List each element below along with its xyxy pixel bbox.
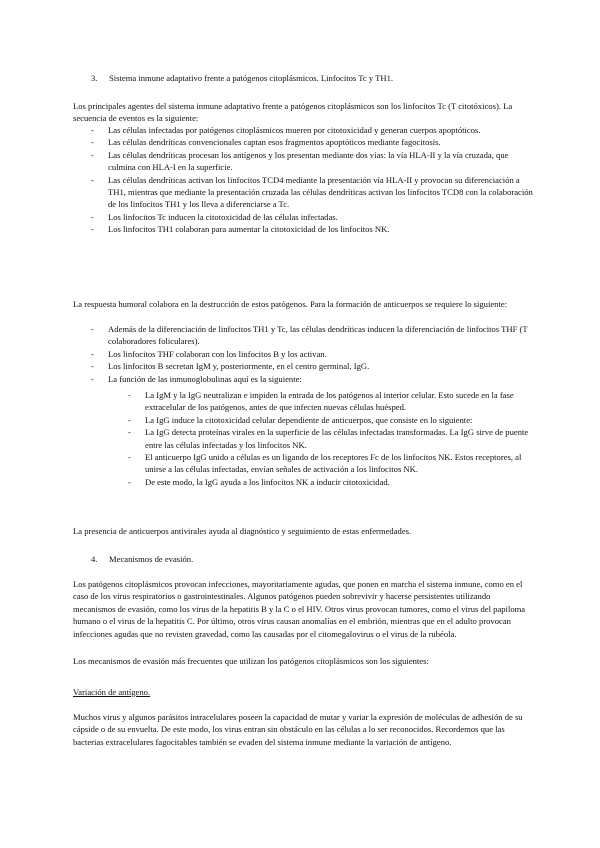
- list-item: - Las células dendríticas convencionales captan esos fragmentos apoptóticos mediante fagocitosis.: [91, 136, 535, 148]
- section-4-title: Mecanismos de evasión.: [109, 554, 194, 564]
- list-item: - Las células dendríticas activan los linfocitos TCD4 mediante la presentación vía HLA-II y provocan su diferenciación a TH1, mientras que mediante la presentación cruzada las células dendríticas activan los linfocitos TCD8 con la colaboración de los linfocitos TH1 y los lleva a diferenciarse a Tc.: [91, 174, 535, 211]
- list-item: - La función de las inmunoglobulinas aquí es la siguiente:: [91, 373, 535, 385]
- section-3-heading: [91, 72, 551, 84]
- section-3-intro: Los principales agentes del sistema inmune adaptativo frente a patógenos citoplásmicos son los linfocitos Tc (T citotóxicos). La secuencia de eventos es la siguiente:: [73, 101, 513, 124]
- section-4-paragraph-1: Los patógenos citoplásmicos provocan infecciones, mayoritariamente agudas, que ponen en marcha el sistema inmune, como en el caso de los virus respiratorios o gastrointestinales. Algunos patógenos pueden sobrevivir y hacerse persistentes utilizando mecanismos de evasión, como los virus de la hepatitis B y la C o el HIV. Otros virus provocan tumores, como el virus del papiloma humano o el virus de la hepatitis C. Por último, otros virus causan anomalías en el embrión, mientras que en el adulto provocan infecciones agudas que no revisten gravedad, como las causadas por el citomegalovirus o el virus de la rubéola.: [73, 579, 526, 639]
- list-item: - La IgM y la IgG neutralizan e impiden la entrada de los patógenos al interior celular. Esto sucede en la fase extracelular de los patógenos, antes de que infecten nuevas células huésped.: [128, 389, 535, 414]
- list-item: - Las células infectadas por patógenos citoplásmicos mueren por citotoxicidad y generan cuerpos apoptóticos.: [91, 124, 535, 136]
- section-3-title: Sistema inmune adaptativo frente a patógenos citoplásmicos. Linfocitos Tc y TH1.: [109, 73, 394, 83]
- list-item: - Los linfocitos B secretan IgM y, posteriormente, en el centro germinal, IgG.: [91, 360, 535, 372]
- humoral-intro: La respuesta humoral colabora en la destrucción de estos patógenos. Para la formación de anticuerpos se requiere lo siguiente:: [73, 299, 508, 309]
- list-item: - Las células dendríticas procesan los antígenos y los presentan mediante dos vías: la vía HLA-II y la vía cruzada, que culmina con HLA-I en la superficie.: [91, 149, 535, 174]
- humoral-list: [91, 323, 535, 385]
- antigen-variation-subheading: Variación de antígeno.: [73, 687, 151, 697]
- list-item: - Además de la diferenciación de linfocitos TH1 y Tc, las células dendríticas inducen la diferenciación de linfocitos THF (T colaboradores foliculares).: [91, 323, 535, 348]
- list-item: - De este modo, la IgG ayuda a los linfocitos NK a inducir citotoxicidad.: [128, 476, 535, 488]
- list-item: - La IgG detecta proteínas virales en la superficie de las células infectadas transformadas. La IgG sirve de puente entre las células infectadas y los linfocitos NK.: [128, 426, 535, 451]
- section-4-paragraph-2: Los mecanismos de evasión más frecuentes que utilizan los patógenos citoplásmicos son los siguientes:: [73, 656, 429, 666]
- section-4-paragraph-3: Muchos virus y algunos parásitos intracelulares poseen la capacidad de mutar y variar la expresión de moléculas de adhesión de su cápside o de su envuelta. De este modo, los virus entran sin obstáculo en las células a lo ser reconocidos. Recordemos que las bacterias extracelulares fagocitables también se evaden del sistema inmune mediante la variación de antígeno.: [73, 712, 523, 747]
- section-3-list: [91, 124, 535, 236]
- list-item: - La IgG induce la citotoxicidad celular dependiente de anticuerpos, que consiste en lo siguiente:: [128, 414, 535, 426]
- list-item: - Los linfocitos TH1 colaboran para aumentar la citotoxicidad de los linfocitos NK.: [91, 223, 535, 235]
- humoral-closing: La presencia de anticuerpos antivirales ayuda al diagnóstico y seguimiento de estas enfermedades.: [73, 526, 412, 536]
- list-item: - El anticuerpo IgG unido a células es un ligando de los receptores Fc de los linfocitos NK. Estos receptores, al unirse a las células infectadas, envían señales de activación a los linfocitos NK.: [128, 451, 535, 476]
- section-4-number: 4.: [91, 554, 98, 564]
- list-item: - Los linfocitos THF colaboran con los linfocitos B y los activan.: [91, 348, 535, 360]
- section-4-heading: [91, 553, 551, 565]
- immunoglobulin-sublist: [128, 389, 535, 488]
- section-3-number: 3.: [91, 73, 98, 83]
- list-item: - Los linfocitos Tc inducen la citotoxicidad de las células infectadas.: [91, 211, 535, 223]
